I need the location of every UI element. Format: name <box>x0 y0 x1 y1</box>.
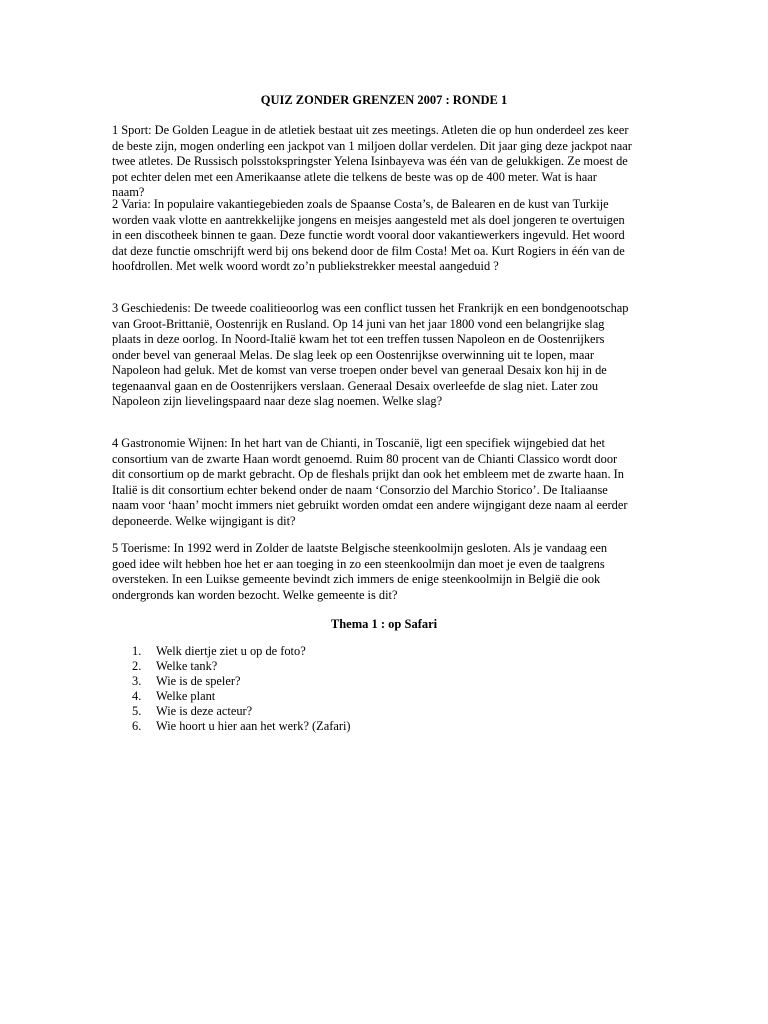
list-item <box>132 659 351 674</box>
list-item <box>132 644 351 659</box>
question-3-geschiedenis: 3 Geschiedenis: De tweede coalitieoorlog was een conflict tussen het Frankrijk en een bondgenootschap van Groot-Brittanië, Oostenrijk en Rusland. Op 14 juni van het jaar 1800 vond een belangrijke slag plaats in deze oorlog. In Noord-Italië kwam het tot een treffen tussen Napoleon en de Oostenrijkers onder bevel van generaal Melas. De slag leek op een Oostenrijkse overwinning uit te lopen, maar Napoleon had geluk. Met de komst van verse troepen onder bevel van generaal Desaix kon hij in de tegenaanval gaan en de Oostenrijkers verslaan. Generaal Desaix overleefde de slag niet. Later zou Napoleon zijn lievelingspaard naar deze slag noemen. Welke slag? <box>112 301 629 408</box>
question-2-varia: 2 Varia: In populaire vakantiegebieden zoals de Spaanse Costa’s, de Balearen en de kust van Turkije worden vaak vlotte en aantrekkelijke jongens en meisjes aangesteld met als doel jongeren te overtuigen in een discotheek binnen te gaan. Deze functie wordt vooral door vakantiewerkers ingevuld. Het woord dat deze functie omschrijft werd bij ons bekend door de film Costa! Met oa. Kurt Rogiers in één van de hoofdrollen. Met welk woord wordt zo’n publiekstrekker meestal aangeduid ? <box>112 197 625 273</box>
list-item <box>132 689 351 704</box>
list-item-number: 4. <box>132 689 142 703</box>
list-item-number: 1. <box>132 644 142 658</box>
list-item <box>132 704 351 719</box>
theme-question-list <box>132 644 351 734</box>
theme-heading: Thema 1 : op Safari <box>330 617 438 631</box>
list-item-text: Welke tank? <box>156 659 218 673</box>
list-item-text: Welke plant <box>156 689 216 703</box>
list-item-text: Welk diertje ziet u op de foto? <box>156 644 306 658</box>
list-item-number: 6. <box>132 719 142 733</box>
question-1-sport: 1 Sport: De Golden League in de atletiek bestaat uit zes meetings. Atleten die op hun onderdeel zes keer de beste zijn, mogen onderling een jackpot van 1 miljoen dollar verdelen. Dit jaar ging deze jackpot naar twee atletes. De Russisch polsstokspringster Yelena Isinbayeva was één van de gelukkigen. Ze moest de pot echter delen met een Amerikaanse atlete die telkens de beste was op de 400 meter. Wat is haar naam? <box>112 123 632 199</box>
list-item <box>132 719 351 734</box>
list-item-text: Wie hoort u hier aan het werk? (Zafari) <box>156 719 351 733</box>
list-item-number: 2. <box>132 659 142 673</box>
list-item-number: 3. <box>132 674 142 688</box>
list-item-text: Wie is de speler? <box>156 674 241 688</box>
question-4-gastronomie: 4 Gastronomie Wijnen: In het hart van de Chianti, in Toscanië, ligt een specifiek wijngebied dat het consortium van de zwarte Haan wordt genoemd. Ruim 80 procent van de Chianti Classico wordt door dit consortium op de markt gebracht. Op de fleshals prijkt dan ook het embleem met de zwarte haan. In Italië is dit consortium echter bekend onder de naam ‘Consorzio del Marchio Storico’. De Italiaanse naam voor ‘haan’ mocht immers niet gebruikt worden omdat een andere wijngigant deze naam al eerder deponeerde. Welke wijngigant is dit? <box>112 436 628 528</box>
list-item <box>132 674 351 689</box>
list-item-text: Wie is deze acteur? <box>156 704 253 718</box>
question-5-toerisme: 5 Toerisme: In 1992 werd in Zolder de laatste Belgische steenkoolmijn gesloten. Als je vandaag een goed idee wilt hebben hoe het er aan toeging in zo een steenkoolmijn dan moet je even de taalgrens oversteken. In een Luikse gemeente bevindt zich immers de enige steenkoolmijn in België die ook ondergronds kan worden bezocht. Welke gemeente is dit? <box>112 541 608 602</box>
list-item-number: 5. <box>132 704 142 718</box>
document-title: QUIZ ZONDER GRENZEN 2007 : RONDE 1 <box>260 93 508 107</box>
